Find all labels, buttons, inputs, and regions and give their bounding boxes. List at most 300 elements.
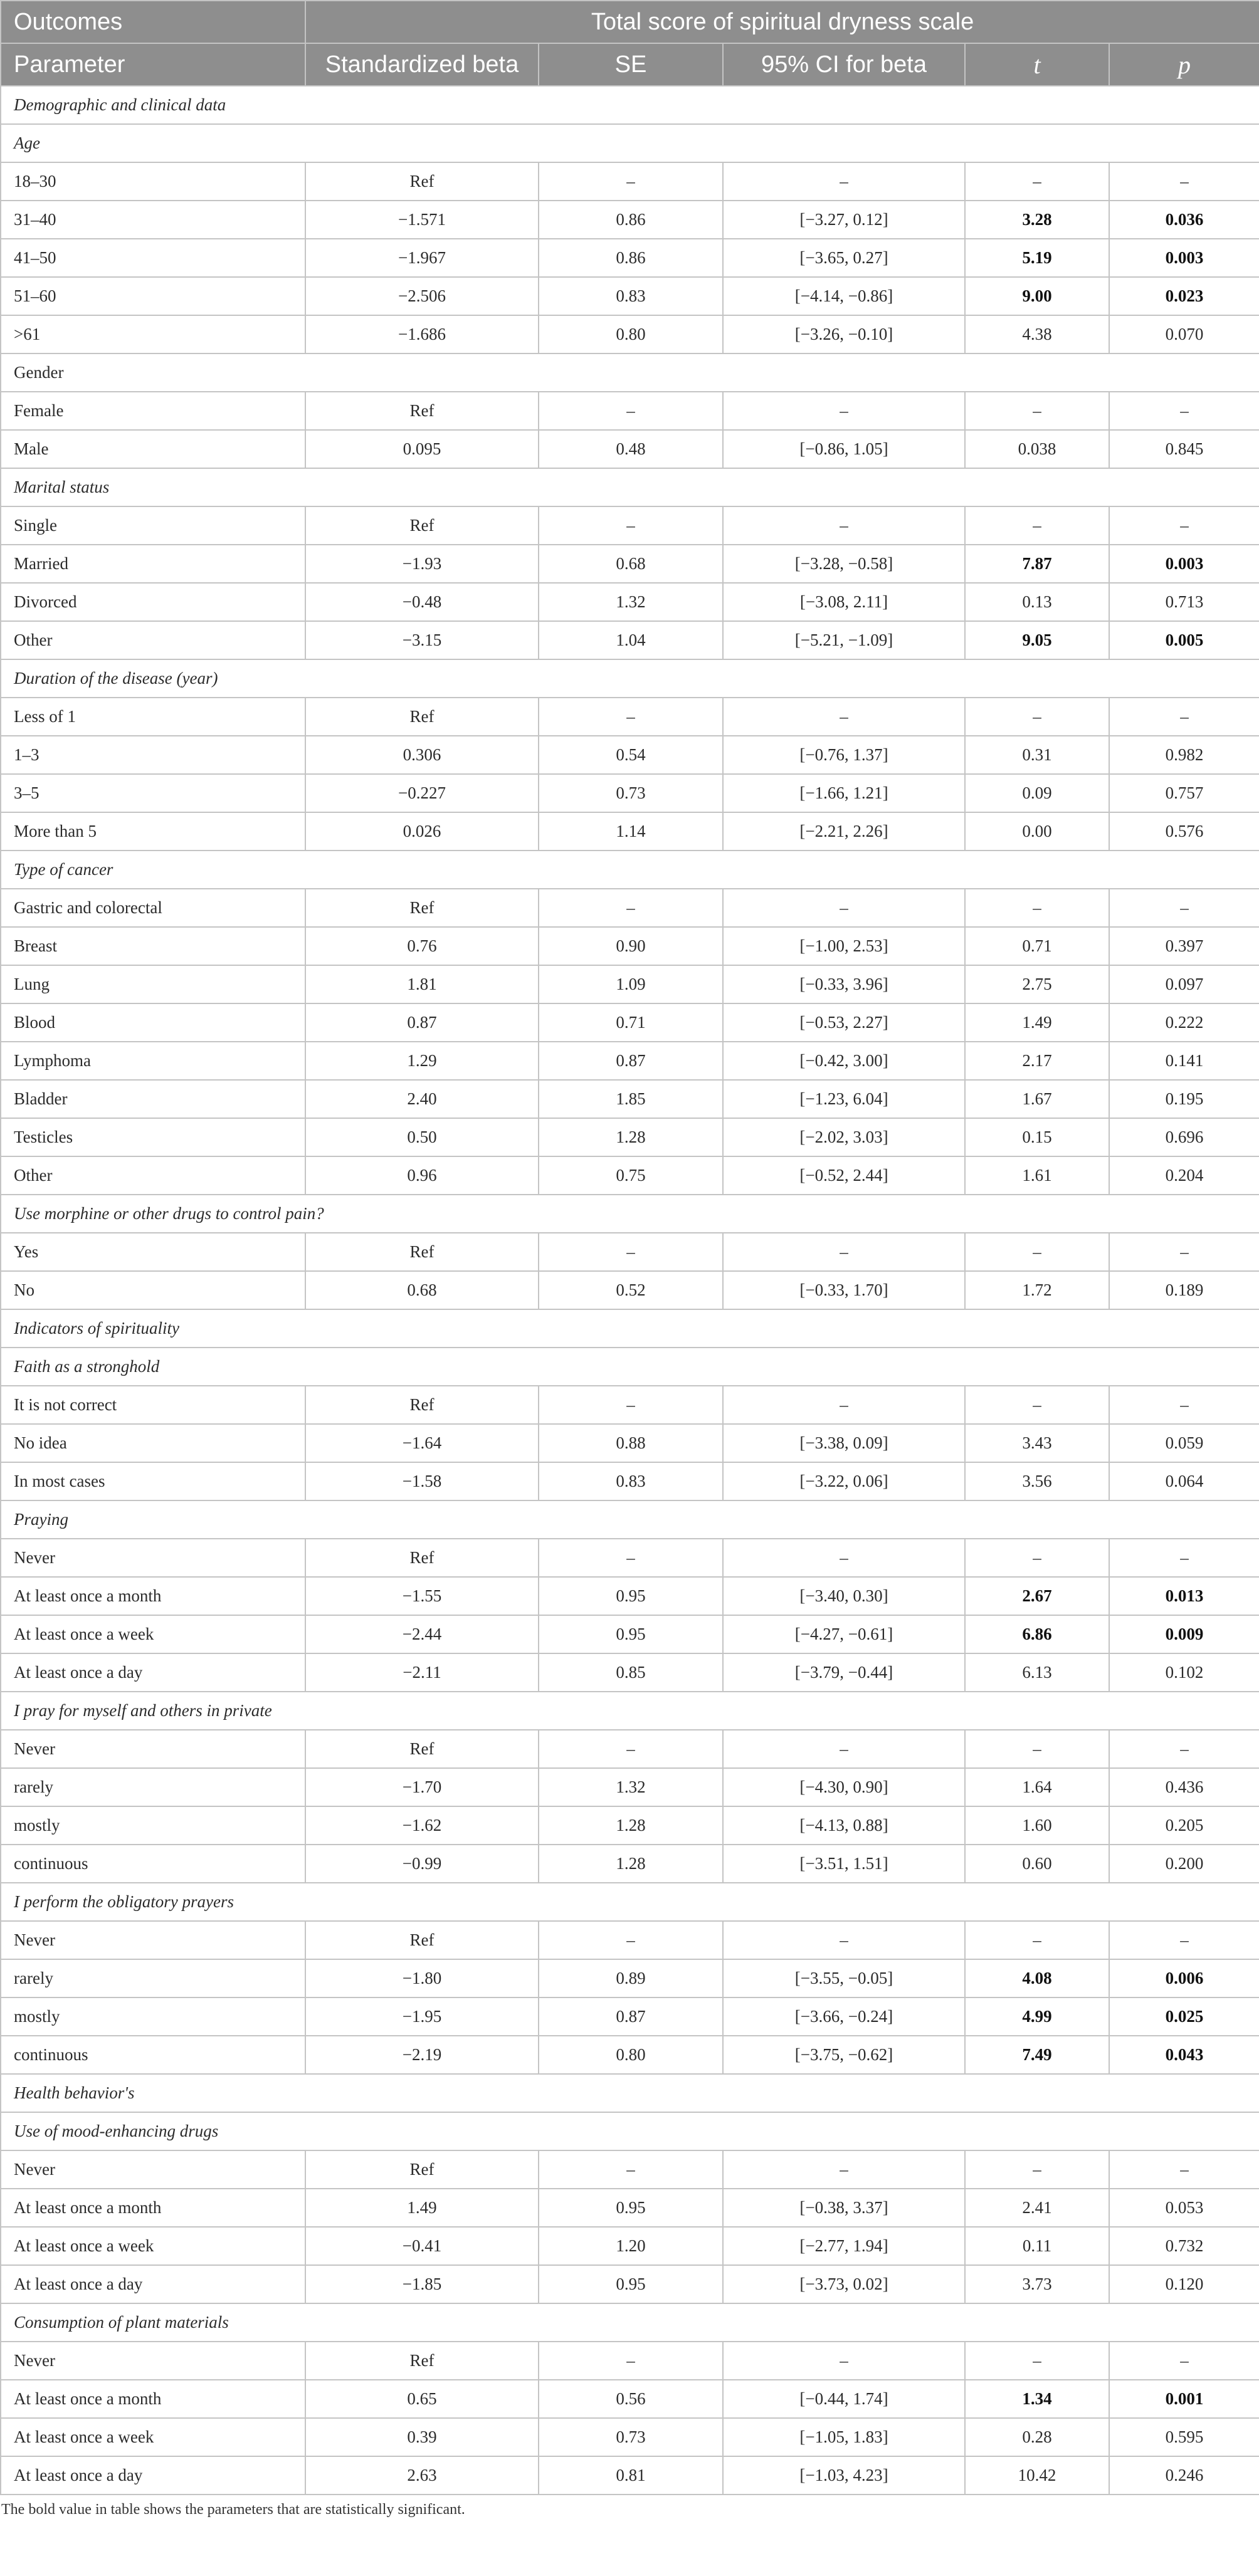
beta-cell: −1.70 — [305, 1768, 539, 1806]
se-cell: 1.20 — [539, 2227, 723, 2265]
se-cell: 0.88 — [539, 1424, 723, 1462]
beta-cell: 0.76 — [305, 927, 539, 965]
beta-cell: −1.80 — [305, 1959, 539, 1997]
beta-cell: −1.95 — [305, 1997, 539, 2036]
parameter-cell: mostly — [1, 1997, 305, 2036]
ci-cell: – — [723, 162, 965, 201]
t-cell: 0.11 — [965, 2227, 1109, 2265]
p-cell: 0.141 — [1109, 1042, 1259, 1080]
t-cell: 3.43 — [965, 1424, 1109, 1462]
beta-cell: 0.39 — [305, 2418, 539, 2456]
se-cell: 0.81 — [539, 2456, 723, 2495]
ci-cell: [−3.08, 2.11] — [723, 583, 965, 621]
table-row — [1, 621, 1259, 659]
t-cell: 0.09 — [965, 774, 1109, 812]
table-row — [1, 965, 1259, 1003]
section-row — [1, 2303, 1259, 2342]
section-label: Consumption of plant materials — [1, 2303, 1259, 2342]
beta-cell: Ref — [305, 889, 539, 927]
se-cell: – — [539, 506, 723, 545]
se-cell: – — [539, 698, 723, 736]
t-cell: 10.42 — [965, 2456, 1109, 2495]
parameter-cell: No idea — [1, 1424, 305, 1462]
t-cell: 0.038 — [965, 430, 1109, 468]
se-cell: – — [539, 1921, 723, 1959]
section-label: I perform the obligatory prayers — [1, 1883, 1259, 1921]
ci-cell: [−3.38, 0.09] — [723, 1424, 965, 1462]
section-label: Health behavior's — [1, 2074, 1259, 2112]
ci-cell: [−0.33, 3.96] — [723, 965, 965, 1003]
ci-cell: [−3.26, −0.10] — [723, 315, 965, 353]
ci-cell: [−0.86, 1.05] — [723, 430, 965, 468]
column-header-standardized-beta: Standardized beta — [305, 43, 539, 86]
header-row-outcomes — [1, 1, 1259, 43]
beta-cell: 0.50 — [305, 1118, 539, 1156]
t-cell: – — [965, 889, 1109, 927]
table-row — [1, 2456, 1259, 2495]
se-cell: 0.90 — [539, 927, 723, 965]
t-cell: 2.67 — [965, 1577, 1109, 1615]
t-cell: 3.56 — [965, 1462, 1109, 1500]
parameter-cell: Never — [1, 2342, 305, 2380]
t-cell: – — [965, 162, 1109, 201]
beta-cell: 0.026 — [305, 812, 539, 851]
section-row — [1, 353, 1259, 392]
p-cell: 0.204 — [1109, 1156, 1259, 1195]
p-cell: 0.757 — [1109, 774, 1259, 812]
ci-cell: [−3.66, −0.24] — [723, 1997, 965, 2036]
p-cell: 0.003 — [1109, 545, 1259, 583]
beta-cell: Ref — [305, 2150, 539, 2189]
beta-cell: 0.65 — [305, 2380, 539, 2418]
se-cell: 1.32 — [539, 1768, 723, 1806]
table-row — [1, 1921, 1259, 1959]
table-row — [1, 1845, 1259, 1883]
se-cell: – — [539, 1730, 723, 1768]
ci-cell: [−0.76, 1.37] — [723, 736, 965, 774]
beta-cell: −0.41 — [305, 2227, 539, 2265]
table-row — [1, 1806, 1259, 1845]
p-cell: 0.982 — [1109, 736, 1259, 774]
beta-cell: 0.87 — [305, 1003, 539, 1042]
p-cell: 0.845 — [1109, 430, 1259, 468]
table-row — [1, 1233, 1259, 1271]
se-cell: 0.89 — [539, 1959, 723, 1997]
ci-cell: [−2.21, 2.26] — [723, 812, 965, 851]
se-cell: – — [539, 1233, 723, 1271]
section-row — [1, 1692, 1259, 1730]
se-cell: 0.95 — [539, 1615, 723, 1653]
table-row — [1, 201, 1259, 239]
p-cell: 0.064 — [1109, 1462, 1259, 1500]
p-cell: 0.053 — [1109, 2189, 1259, 2227]
p-cell: – — [1109, 506, 1259, 545]
p-cell: 0.120 — [1109, 2265, 1259, 2303]
parameter-cell: In most cases — [1, 1462, 305, 1500]
table-row — [1, 430, 1259, 468]
se-cell: – — [539, 1386, 723, 1424]
se-cell: 0.83 — [539, 277, 723, 315]
parameter-cell: Less of 1 — [1, 698, 305, 736]
p-cell: – — [1109, 698, 1259, 736]
ci-cell: [−4.13, 0.88] — [723, 1806, 965, 1845]
p-cell: 0.013 — [1109, 1577, 1259, 1615]
se-cell: – — [539, 392, 723, 430]
parameter-cell: At least once a month — [1, 1577, 305, 1615]
ci-cell: [−0.52, 2.44] — [723, 1156, 965, 1195]
table-row — [1, 1539, 1259, 1577]
ci-cell: [−3.22, 0.06] — [723, 1462, 965, 1500]
se-cell: 0.83 — [539, 1462, 723, 1500]
table-row — [1, 2036, 1259, 2074]
table-row — [1, 1080, 1259, 1118]
parameter-cell: rarely — [1, 1959, 305, 1997]
parameter-cell: mostly — [1, 1806, 305, 1845]
p-cell: 0.246 — [1109, 2456, 1259, 2495]
table-row — [1, 2418, 1259, 2456]
section-label: I pray for myself and others in private — [1, 1692, 1259, 1730]
beta-cell: −0.227 — [305, 774, 539, 812]
ci-cell: – — [723, 889, 965, 927]
p-cell: 0.436 — [1109, 1768, 1259, 1806]
table-row — [1, 162, 1259, 201]
table-row — [1, 1462, 1259, 1500]
t-cell: 6.86 — [965, 1615, 1109, 1653]
t-cell: 1.67 — [965, 1080, 1109, 1118]
section-row — [1, 124, 1259, 162]
section-label: Marital status — [1, 468, 1259, 506]
beta-cell: −1.62 — [305, 1806, 539, 1845]
se-cell: – — [539, 1539, 723, 1577]
ci-cell: [−4.14, −0.86] — [723, 277, 965, 315]
table-row — [1, 1156, 1259, 1195]
table-row — [1, 1730, 1259, 1768]
header-row-columns — [1, 43, 1259, 86]
se-cell: – — [539, 2150, 723, 2189]
table-row — [1, 239, 1259, 277]
ci-cell: [−0.44, 1.74] — [723, 2380, 965, 2418]
table-row — [1, 2150, 1259, 2189]
beta-cell: −1.967 — [305, 239, 539, 277]
se-cell: 1.32 — [539, 583, 723, 621]
t-cell: 0.60 — [965, 1845, 1109, 1883]
parameter-cell: Other — [1, 621, 305, 659]
section-row — [1, 468, 1259, 506]
beta-cell: 0.96 — [305, 1156, 539, 1195]
se-cell: 1.04 — [539, 621, 723, 659]
table-row — [1, 583, 1259, 621]
beta-cell: Ref — [305, 1730, 539, 1768]
se-cell: 0.80 — [539, 315, 723, 353]
beta-cell: −0.48 — [305, 583, 539, 621]
parameter-cell: 51–60 — [1, 277, 305, 315]
ci-cell: [−0.38, 3.37] — [723, 2189, 965, 2227]
t-cell: 4.08 — [965, 1959, 1109, 1997]
p-cell: 0.595 — [1109, 2418, 1259, 2456]
t-cell: 0.13 — [965, 583, 1109, 621]
ci-cell: – — [723, 506, 965, 545]
table-row — [1, 2265, 1259, 2303]
se-cell: 1.09 — [539, 965, 723, 1003]
section-row — [1, 659, 1259, 698]
parameter-cell: Bladder — [1, 1080, 305, 1118]
t-cell: – — [965, 1233, 1109, 1271]
p-cell: 0.222 — [1109, 1003, 1259, 1042]
table-row — [1, 1577, 1259, 1615]
parameter-cell: At least once a week — [1, 2227, 305, 2265]
section-label: Type of cancer — [1, 851, 1259, 889]
p-cell: 0.713 — [1109, 583, 1259, 621]
se-cell: 0.68 — [539, 545, 723, 583]
p-cell: – — [1109, 1730, 1259, 1768]
section-row — [1, 1500, 1259, 1539]
ci-cell: [−3.75, −0.62] — [723, 2036, 965, 2074]
t-cell: 9.00 — [965, 277, 1109, 315]
beta-cell: 2.63 — [305, 2456, 539, 2495]
table-row — [1, 698, 1259, 736]
parameter-cell: Yes — [1, 1233, 305, 1271]
table-row — [1, 736, 1259, 774]
section-label: Demographic and clinical data — [1, 86, 1259, 124]
p-cell: 0.200 — [1109, 1845, 1259, 1883]
parameter-cell: More than 5 — [1, 812, 305, 851]
column-header-se: SE — [539, 43, 723, 86]
ci-cell: [−0.33, 1.70] — [723, 1271, 965, 1309]
se-cell: – — [539, 162, 723, 201]
parameter-cell: Single — [1, 506, 305, 545]
p-cell: 0.009 — [1109, 1615, 1259, 1653]
t-cell: 0.28 — [965, 2418, 1109, 2456]
table-row — [1, 889, 1259, 927]
table-row — [1, 1997, 1259, 2036]
parameter-cell: Never — [1, 2150, 305, 2189]
ci-cell: – — [723, 1921, 965, 1959]
section-row — [1, 1309, 1259, 1348]
t-cell: 0.31 — [965, 736, 1109, 774]
parameter-cell: No — [1, 1271, 305, 1309]
t-cell: – — [965, 392, 1109, 430]
parameter-cell: Never — [1, 1539, 305, 1577]
p-cell: – — [1109, 2342, 1259, 2380]
se-cell: 0.56 — [539, 2380, 723, 2418]
ci-cell: [−3.79, −0.44] — [723, 1653, 965, 1692]
se-cell: 0.95 — [539, 1577, 723, 1615]
p-cell: 0.059 — [1109, 1424, 1259, 1462]
parameter-cell: Divorced — [1, 583, 305, 621]
p-cell: – — [1109, 1921, 1259, 1959]
parameter-cell: At least once a week — [1, 1615, 305, 1653]
p-cell: 0.097 — [1109, 965, 1259, 1003]
table-row — [1, 1042, 1259, 1080]
beta-cell: 1.29 — [305, 1042, 539, 1080]
parameter-cell: Lymphoma — [1, 1042, 305, 1080]
beta-cell: 1.49 — [305, 2189, 539, 2227]
t-cell: 2.17 — [965, 1042, 1109, 1080]
ci-cell: [−2.02, 3.03] — [723, 1118, 965, 1156]
ci-cell: – — [723, 2150, 965, 2189]
parameter-cell: 3–5 — [1, 774, 305, 812]
beta-cell: Ref — [305, 506, 539, 545]
beta-cell: Ref — [305, 698, 539, 736]
t-cell: – — [965, 1921, 1109, 1959]
beta-cell: −0.99 — [305, 1845, 539, 1883]
p-cell: – — [1109, 1539, 1259, 1577]
parameter-cell: At least once a day — [1, 2265, 305, 2303]
se-cell: 1.28 — [539, 1806, 723, 1845]
t-cell: 4.99 — [965, 1997, 1109, 2036]
section-label: Use morphine or other drugs to control pain? — [1, 1195, 1259, 1233]
se-cell: 1.85 — [539, 1080, 723, 1118]
t-cell: 1.49 — [965, 1003, 1109, 1042]
column-header-parameter: Parameter — [1, 43, 305, 86]
t-cell: – — [965, 506, 1109, 545]
table-row — [1, 1386, 1259, 1424]
t-cell: 9.05 — [965, 621, 1109, 659]
ci-cell: – — [723, 698, 965, 736]
beta-cell: −2.44 — [305, 1615, 539, 1653]
p-cell: 0.732 — [1109, 2227, 1259, 2265]
p-cell: 0.036 — [1109, 201, 1259, 239]
table-row — [1, 2189, 1259, 2227]
section-row — [1, 86, 1259, 124]
beta-cell: −2.506 — [305, 277, 539, 315]
beta-cell: −1.64 — [305, 1424, 539, 1462]
p-cell: 0.102 — [1109, 1653, 1259, 1692]
ci-cell: [−1.05, 1.83] — [723, 2418, 965, 2456]
parameter-cell: continuous — [1, 1845, 305, 1883]
section-label: Praying — [1, 1500, 1259, 1539]
ci-cell: – — [723, 392, 965, 430]
t-cell: 7.87 — [965, 545, 1109, 583]
t-cell: 1.60 — [965, 1806, 1109, 1845]
ci-cell: [−3.65, 0.27] — [723, 239, 965, 277]
t-cell: – — [965, 2150, 1109, 2189]
table-row — [1, 277, 1259, 315]
p-cell: 0.205 — [1109, 1806, 1259, 1845]
parameter-cell: Never — [1, 1730, 305, 1768]
parameter-cell: At least once a day — [1, 2456, 305, 2495]
ci-cell: [−5.21, −1.09] — [723, 621, 965, 659]
beta-cell: −2.19 — [305, 2036, 539, 2074]
parameter-cell: >61 — [1, 315, 305, 353]
ci-cell: [−1.23, 6.04] — [723, 1080, 965, 1118]
parameter-cell: continuous — [1, 2036, 305, 2074]
beta-cell: −1.55 — [305, 1577, 539, 1615]
ci-cell: [−4.27, −0.61] — [723, 1615, 965, 1653]
beta-cell: Ref — [305, 1233, 539, 1271]
beta-cell: Ref — [305, 162, 539, 201]
se-cell: 0.71 — [539, 1003, 723, 1042]
se-cell: 0.48 — [539, 430, 723, 468]
parameter-cell: At least once a month — [1, 2189, 305, 2227]
section-label: Faith as a stronghold — [1, 1348, 1259, 1386]
t-cell: – — [965, 1539, 1109, 1577]
se-cell: 0.95 — [539, 2189, 723, 2227]
parameter-cell: Married — [1, 545, 305, 583]
table-row — [1, 774, 1259, 812]
se-cell: 1.14 — [539, 812, 723, 851]
parameter-cell: 41–50 — [1, 239, 305, 277]
se-cell: 0.54 — [539, 736, 723, 774]
se-cell: 0.87 — [539, 1042, 723, 1080]
p-cell: 0.005 — [1109, 621, 1259, 659]
table-row — [1, 545, 1259, 583]
t-cell: 2.75 — [965, 965, 1109, 1003]
beta-cell: −1.571 — [305, 201, 539, 239]
table-row — [1, 1653, 1259, 1692]
se-cell: 0.80 — [539, 2036, 723, 2074]
parameter-cell: 1–3 — [1, 736, 305, 774]
table-footnote: The bold value in table shows the parameters that are statistically significant. — [1, 2501, 465, 2518]
t-cell: 0.00 — [965, 812, 1109, 851]
ci-cell: [−3.28, −0.58] — [723, 545, 965, 583]
t-cell: 1.64 — [965, 1768, 1109, 1806]
p-cell: 0.397 — [1109, 927, 1259, 965]
beta-cell: Ref — [305, 1539, 539, 1577]
ci-cell: – — [723, 2342, 965, 2380]
table-row — [1, 1959, 1259, 1997]
t-cell: – — [965, 698, 1109, 736]
t-cell: – — [965, 2342, 1109, 2380]
p-cell: 0.189 — [1109, 1271, 1259, 1309]
ci-cell: [−4.30, 0.90] — [723, 1768, 965, 1806]
column-header-t: t — [965, 43, 1109, 86]
p-cell: – — [1109, 162, 1259, 201]
ci-cell: [−0.42, 3.00] — [723, 1042, 965, 1080]
table-row — [1, 392, 1259, 430]
p-cell: 0.576 — [1109, 812, 1259, 851]
beta-cell: Ref — [305, 392, 539, 430]
t-cell: 3.73 — [965, 2265, 1109, 2303]
t-cell: 5.19 — [965, 239, 1109, 277]
beta-cell: Ref — [305, 2342, 539, 2380]
t-cell: 0.15 — [965, 1118, 1109, 1156]
t-cell: 4.38 — [965, 315, 1109, 353]
section-row — [1, 1195, 1259, 1233]
parameter-cell: rarely — [1, 1768, 305, 1806]
p-cell: 0.025 — [1109, 1997, 1259, 2036]
se-cell: – — [539, 2342, 723, 2380]
beta-cell: Ref — [305, 1386, 539, 1424]
parameter-cell: 31–40 — [1, 201, 305, 239]
section-row — [1, 2112, 1259, 2150]
se-cell: 0.87 — [539, 1997, 723, 2036]
se-cell: 0.86 — [539, 239, 723, 277]
p-cell: 0.006 — [1109, 1959, 1259, 1997]
ci-cell: [−3.27, 0.12] — [723, 201, 965, 239]
beta-cell: −3.15 — [305, 621, 539, 659]
beta-cell: −1.58 — [305, 1462, 539, 1500]
table-row — [1, 506, 1259, 545]
ci-cell: [−1.03, 4.23] — [723, 2456, 965, 2495]
table-row — [1, 1615, 1259, 1653]
column-header-ci: 95% CI for beta — [723, 43, 965, 86]
table-row — [1, 1118, 1259, 1156]
parameter-cell: Male — [1, 430, 305, 468]
t-cell: – — [965, 1730, 1109, 1768]
table-row — [1, 2227, 1259, 2265]
table-row — [1, 812, 1259, 851]
table-row — [1, 315, 1259, 353]
p-cell: 0.043 — [1109, 2036, 1259, 2074]
se-cell: – — [539, 889, 723, 927]
parameter-cell: At least once a week — [1, 2418, 305, 2456]
ci-cell: [−3.55, −0.05] — [723, 1959, 965, 1997]
parameter-cell: Breast — [1, 927, 305, 965]
p-cell: 0.023 — [1109, 277, 1259, 315]
parameter-cell: It is not correct — [1, 1386, 305, 1424]
parameter-cell: Gastric and colorectal — [1, 889, 305, 927]
